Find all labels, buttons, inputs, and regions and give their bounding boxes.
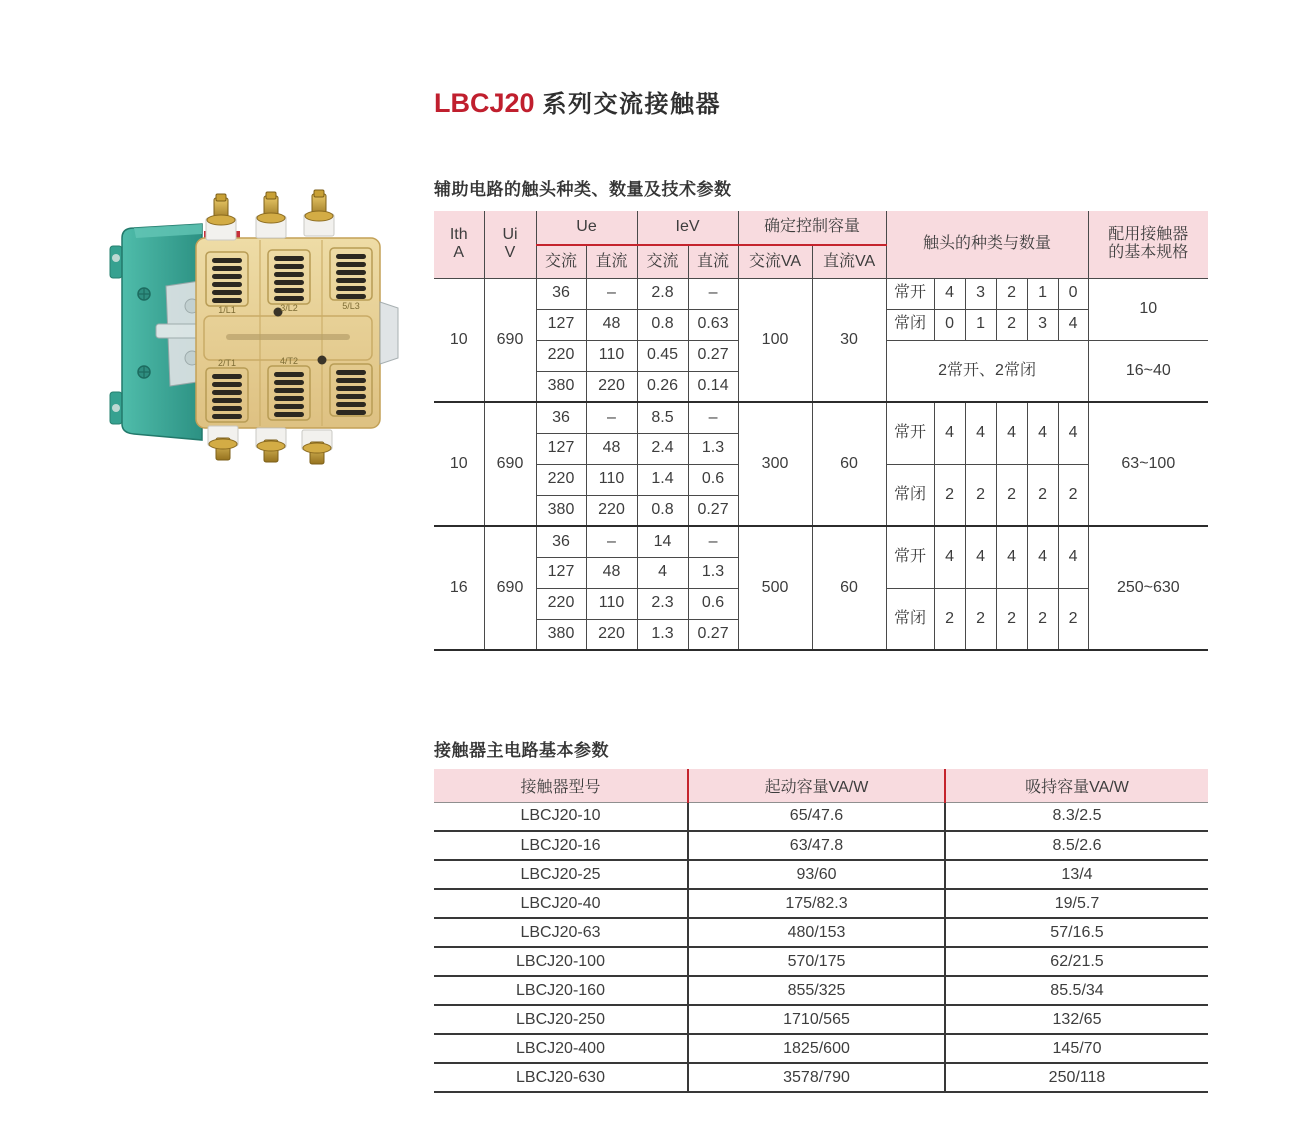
- table-row: [434, 831, 1208, 860]
- cell: –: [688, 278, 738, 309]
- cell: 0.8: [637, 309, 688, 340]
- no-label-cell: 常开: [886, 526, 934, 588]
- dc-va-cell: 60: [812, 526, 886, 650]
- table-row: [434, 802, 1208, 831]
- model-cell: LBCJ20-250: [434, 1005, 688, 1034]
- col-header-model: 接触器型号: [434, 769, 688, 802]
- cell: 8.3/2.5: [945, 802, 1208, 831]
- model-cell: LBCJ20-16: [434, 831, 688, 860]
- terminal-label: 2/T1: [217, 358, 237, 368]
- aux-contacts-table: [434, 211, 1208, 651]
- cell: 2: [1058, 588, 1088, 650]
- cell: 19/5.7: [945, 889, 1208, 918]
- cell: 2: [1027, 588, 1058, 650]
- cell: 2: [1058, 464, 1088, 526]
- col-header-control-capacity: 确定控制容量: [738, 211, 886, 245]
- terminal-label: 4/T2: [279, 356, 299, 366]
- cell: 380: [536, 371, 586, 402]
- model-cell: LBCJ20-100: [434, 947, 688, 976]
- table-row: [434, 889, 1208, 918]
- col-header-starting-capacity: 起动容量VA/W: [688, 769, 945, 802]
- ith-cell: 10: [434, 402, 484, 526]
- cell: 4: [934, 402, 965, 464]
- model-cell: LBCJ20-40: [434, 889, 688, 918]
- ui-cell: 690: [484, 526, 536, 650]
- cell: 110: [586, 464, 637, 495]
- ui-cell: 690: [484, 278, 536, 402]
- ui-cell: 690: [484, 402, 536, 526]
- col-header-contacts: 触头的种类与数量: [886, 211, 1088, 278]
- cell: 4: [934, 278, 965, 309]
- cell: 2.4: [637, 433, 688, 464]
- terminal-label: 3/L2: [280, 303, 298, 313]
- cell: 4: [1027, 526, 1058, 588]
- cell: 8.5: [637, 402, 688, 433]
- cell: 4: [1058, 309, 1088, 340]
- cell: 85.5/34: [945, 976, 1208, 1005]
- cell: 2: [934, 588, 965, 650]
- cell: 127: [536, 557, 586, 588]
- col-header-ui: [484, 211, 536, 278]
- col-header-ue: Ue: [536, 211, 637, 245]
- terminal-screws-top: [206, 190, 334, 240]
- product-photo: [100, 186, 430, 471]
- model-cell: LBCJ20-25: [434, 860, 688, 889]
- cell: 4: [934, 526, 965, 588]
- cell: 48: [586, 309, 637, 340]
- cell: 570/175: [688, 947, 945, 976]
- cell: 0.63: [688, 309, 738, 340]
- nc-label-cell: 常闭: [886, 464, 934, 526]
- cell: 4: [996, 402, 1027, 464]
- cell: 110: [586, 588, 637, 619]
- nc-label-cell: 常闭: [886, 309, 934, 340]
- cell: 132/65: [945, 1005, 1208, 1034]
- cell: 1.3: [637, 619, 688, 650]
- cell: 36: [536, 278, 586, 309]
- cell: 62/21.5: [945, 947, 1208, 976]
- no-label-cell: 常开: [886, 278, 934, 309]
- cell: 3: [1027, 309, 1058, 340]
- cell: 2: [934, 464, 965, 526]
- cell: 2: [996, 309, 1027, 340]
- cell: 1825/600: [688, 1034, 945, 1063]
- table-row: [434, 918, 1208, 947]
- cell: 0.14: [688, 371, 738, 402]
- cell: 220: [536, 588, 586, 619]
- cell: –: [688, 526, 738, 557]
- cell: 0.6: [688, 464, 738, 495]
- cell: –: [688, 402, 738, 433]
- cell: 250/118: [945, 1063, 1208, 1092]
- cell: 0: [934, 309, 965, 340]
- cell: 65/47.6: [688, 802, 945, 831]
- ac-va-cell: 500: [738, 526, 812, 650]
- cell: 1.4: [637, 464, 688, 495]
- spec-cell: 16~40: [1088, 340, 1208, 402]
- table-row: [434, 860, 1208, 889]
- terminal-label: 1/L1: [218, 305, 236, 315]
- dc-va-cell: 30: [812, 278, 886, 402]
- section2-heading: 接触器主电路基本参数: [434, 741, 609, 760]
- cell: 0.45: [637, 340, 688, 371]
- cell: 48: [586, 433, 637, 464]
- col-header-ui-unit: V: [504, 244, 516, 262]
- terminal-screws-bottom: [208, 426, 332, 464]
- aux-contact-block-right: [380, 302, 398, 364]
- cell: 2: [996, 464, 1027, 526]
- ac-va-cell: 100: [738, 278, 812, 402]
- main-circuit-table-wrap: [434, 769, 1208, 1093]
- spec-cell: 10: [1088, 278, 1208, 340]
- ith-cell: 10: [449, 330, 468, 348]
- cell: 4: [1027, 402, 1058, 464]
- cell: 220: [586, 371, 637, 402]
- main-circuit-table: [434, 769, 1208, 1093]
- cell: 36: [536, 526, 586, 557]
- cell: 220: [536, 464, 586, 495]
- terminal-label: 5/L3: [342, 301, 360, 311]
- spec-cell: 63~100: [1088, 402, 1208, 526]
- spec-cell: 250~630: [1088, 526, 1208, 650]
- cell: 48: [586, 557, 637, 588]
- col-header-ac: 交流: [637, 245, 688, 278]
- cell: 1.3: [688, 557, 738, 588]
- cell: 0.6: [688, 588, 738, 619]
- cell: 480/153: [688, 918, 945, 947]
- cell: 175/82.3: [688, 889, 945, 918]
- table-row: [434, 1005, 1208, 1034]
- cell: 57/16.5: [945, 918, 1208, 947]
- model-cell: LBCJ20-160: [434, 976, 688, 1005]
- nc-label-cell: 常闭: [886, 588, 934, 650]
- model-cell: LBCJ20-10: [434, 802, 688, 831]
- cell: 0.27: [688, 340, 738, 371]
- cell: 145/70: [945, 1034, 1208, 1063]
- table-row: [434, 1034, 1208, 1063]
- col-header-ui-label: Ui: [502, 225, 518, 243]
- cell: 220: [586, 495, 637, 526]
- cell: 1710/565: [688, 1005, 945, 1034]
- cell: 4: [965, 526, 996, 588]
- col-header-spec: [1088, 211, 1208, 278]
- no-label-cell: 常开: [886, 402, 934, 464]
- cell: 0.27: [688, 495, 738, 526]
- cell: 855/325: [688, 976, 945, 1005]
- cell: 380: [536, 495, 586, 526]
- contactor-illustration: [100, 186, 430, 471]
- cell: 2: [996, 278, 1027, 309]
- cell: 4: [1058, 526, 1088, 588]
- col-header-spec-line2: 的基本规格: [1108, 244, 1189, 262]
- model-cell: LBCJ20-63: [434, 918, 688, 947]
- cell: 4: [637, 557, 688, 588]
- cell: 93/60: [688, 860, 945, 889]
- cell: –: [586, 278, 637, 309]
- aux-contacts-table-wrap: [434, 211, 1208, 651]
- cell: 380: [536, 619, 586, 650]
- col-header-dc: 直流: [586, 245, 637, 278]
- col-header-ith-label: Ith: [449, 225, 468, 243]
- cell: 63/47.8: [688, 831, 945, 860]
- model-cell: LBCJ20-400: [434, 1034, 688, 1063]
- cell: 1: [965, 309, 996, 340]
- cell: 1.3: [688, 433, 738, 464]
- col-header-iev: IeV: [637, 211, 738, 245]
- cell: 8.5/2.6: [945, 831, 1208, 860]
- cell: 0: [1058, 278, 1088, 309]
- cell: 0.26: [637, 371, 688, 402]
- cell: 127: [536, 309, 586, 340]
- col-header-dc: 直流: [688, 245, 738, 278]
- cell: 4: [1058, 402, 1088, 464]
- cell: 4: [965, 402, 996, 464]
- cell: 2: [965, 588, 996, 650]
- page-title-text: 系列交流接触器: [542, 91, 722, 118]
- ac-va-cell: 300: [738, 402, 812, 526]
- cell: 127: [536, 433, 586, 464]
- cell: 0.27: [688, 619, 738, 650]
- cell: 13/4: [945, 860, 1208, 889]
- col-header-holding-capacity: 吸持容量VA/W: [945, 769, 1208, 802]
- col-header-dc-va: 直流VA: [812, 245, 886, 278]
- combo-cell: 2常开、2常闭: [886, 340, 1088, 402]
- col-header-ac: 交流: [536, 245, 586, 278]
- page-title: [434, 84, 721, 119]
- col-header-ith-unit: A: [453, 244, 465, 262]
- cell: 2: [965, 464, 996, 526]
- cell: 14: [637, 526, 688, 557]
- col-header-spec-line1: 配用接触器: [1108, 225, 1189, 243]
- cell: 3: [965, 278, 996, 309]
- page-title-model: LBCJ20: [434, 88, 535, 118]
- table-row: [434, 976, 1208, 1005]
- cell: 1: [1027, 278, 1058, 309]
- cell: 2: [996, 588, 1027, 650]
- cell: 220: [536, 340, 586, 371]
- cell: 2: [1027, 464, 1058, 526]
- cell: –: [586, 402, 637, 433]
- cell: 110: [586, 340, 637, 371]
- col-header-ac-va: 交流VA: [738, 245, 812, 278]
- cell: 0.8: [637, 495, 688, 526]
- ith-cell: 16: [434, 526, 484, 650]
- cell: 36: [536, 402, 586, 433]
- cell: –: [586, 526, 637, 557]
- cell: 2.3: [637, 588, 688, 619]
- table-row: [434, 947, 1208, 976]
- cell: 2.8: [637, 278, 688, 309]
- table-row: [434, 1063, 1208, 1092]
- cell: 3578/790: [688, 1063, 945, 1092]
- model-cell: LBCJ20-630: [434, 1063, 688, 1092]
- dc-va-cell: 60: [812, 402, 886, 526]
- cell: 4: [996, 526, 1027, 588]
- col-header-ith: [434, 211, 484, 278]
- section1-heading: 辅助电路的触头种类、数量及技术参数: [434, 180, 732, 199]
- cell: 220: [586, 619, 637, 650]
